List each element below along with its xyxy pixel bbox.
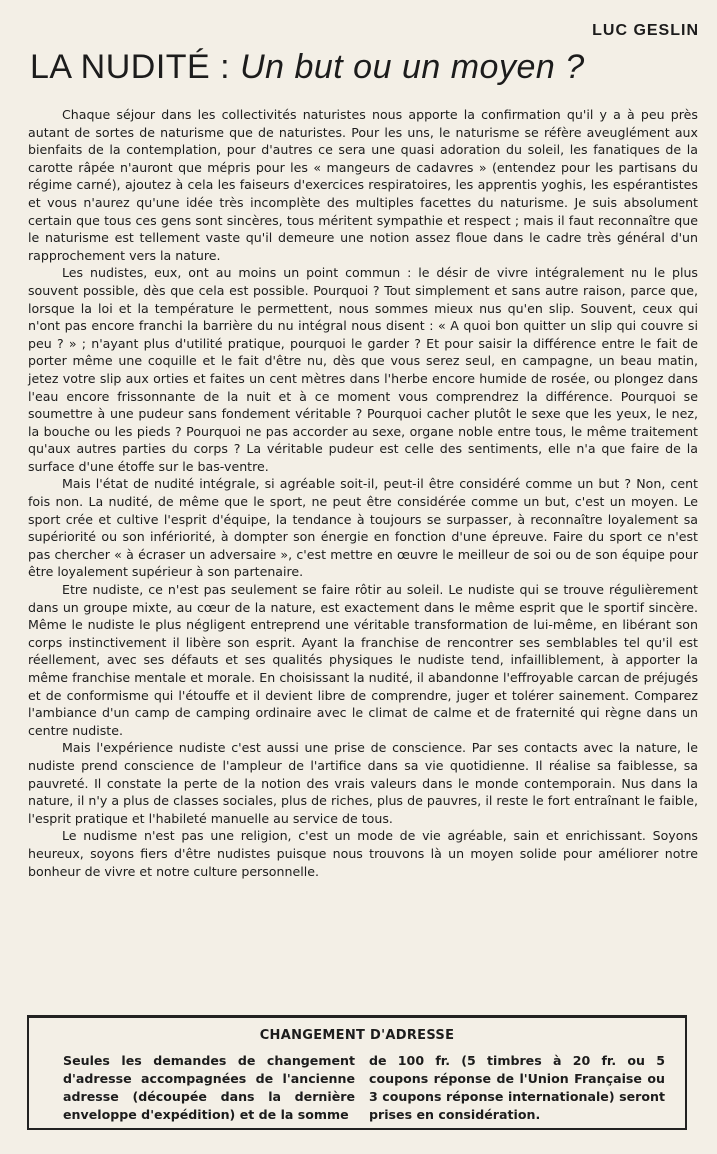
notice-right-column: de 100 fr. (5 timbres à 20 fr. ou 5 coupons réponse de l'Union Française ou 3 coupons réponse internationale) seront prises en considération. — [369, 1053, 665, 1122]
paragraph-2: Les nudistes, eux, ont au moins un point commun : le désir de vivre intégralement nu le plus souvent possible, dès que cela est possible. Pourquoi ? Tout simplement et sans autre raison, parce que, lorsque la loi et la température le permettent, nous sommes mieux nus qu'en slip. Souvent, ceux qui n'ont pas encore franchi la barrière du nu intégral nous disent : « A quoi bon quitter un slip qui couvre si peu ? » ; n'ayant plus d'utilité pratique, pourquoi le garder ? Et pour saisir la différence entre le fait de porter même une coquille et le fait d'être nu, dès que vous serez seul, en campagne, un beau matin, jetez votre slip aux orties et faites un cent mètres dans l'herbe encore humide de rosée, ou plongez dans l'eau encore frissonnante de la nuit et à ce moment vous comprendrez la différence. Pourquoi se soumettre à une pudeur sans fondement véritable ? Pourquoi cacher plutôt le sexe que les yeux, le nez, la bouche ou les pieds ? Pourquoi ne pas accorder au sexe, organe noble entre tous, le même traitement qu'aux autres parties du corps ? La véritable pudeur est celle des sentiments, elle n'a que faire de la surface d'une étoffe sur le bas-ventre. — [28, 265, 698, 474]
paragraph-3: Mais l'état de nudité intégrale, si agréable soit-il, peut-il être considéré comme un but ? Non, cent fois non. La nudité, de même que le sport, ne peut être considérée comme un but, c'est un moyen. Le sport crée et cultive l'esprit d'équipe, la tendance à toujours se surpasser, à reconnaître loyalement sa supériorité ou son infériorité, à dompter son énergie en fonction d'une épreuve. Faire du sport ce n'est pas chercher « à écraser un adversaire », c'est mettre en œuvre le meilleur de soi ou de son équipe pour être loyalement supérieur à son partenaire. — [28, 476, 698, 580]
title-subtitle: Un but ou un moyen ? — [240, 48, 585, 86]
notice-left-column: Seules les demandes de changement d'adresse accompagnées de l'ancienne adresse (découpée dans la dernière enveloppe d'expédition) et de la somme — [63, 1053, 355, 1122]
article-body — [28, 106, 698, 880]
notice-title: CHANGEMENT D'ADRESSE — [259, 1028, 455, 1043]
title-separator: : — [210, 48, 241, 86]
title-main: LA NUDITÉ — [30, 48, 211, 86]
article-title — [30, 48, 710, 87]
paragraph-4: Etre nudiste, ce n'est pas seulement se faire rôtir au soleil. Le nudiste qui se trouve régulièrement dans un groupe mixte, au cœur de la nature, est exactement dans le même esprit que le sportif sincère. Même le nudiste le plus négligent entreprend une véritable transformation de lui-même, en libérant son corps instinctivement il libère son esprit. Ayant la franchise de rencontrer ses semblables tel qu'il est réellement, avec ses défauts et ses qualités physiques le nudiste tend, infailliblement, à apporter la même franchise mentale et morale. En choisissant la nudité, il abandonne l'effroyable carcan de préjugés et de conformisme qui l'étouffe et il devient libre de comprendre, juger et tolérer sainement. Comparez l'ambiance d'un camp de camping ordinaire avec le climat de calme et de fraternité qui règne dans un centre nudiste. — [28, 582, 698, 738]
paragraph-6: Le nudisme n'est pas une religion, c'est un mode de vie agréable, sain et enrichissant. Soyons heureux, soyons fiers d'être nudistes puisque nous trouvons là un moyen solide pour améliorer notre bonheur de vivre et notre culture personnelle. — [28, 828, 698, 879]
paragraph-1: Chaque séjour dans les collectivités naturistes nous apporte la confirmation qu'il y a à peu près autant de sortes de naturisme que de naturistes. Pour les uns, le naturisme se réfère aveuglément aux bienfaits de la contemplation, pour d'autres ce sera une quasi adoration du soleil, les fanatiques de la carotte râpée n'auront que mépris pour les « mangeurs de cadavres » (entendez pour les partisans du régime carné), ajoutez à cela les faiseurs d'exercices respiratoires, les apprentis yoghis, les espérantistes et vous n'aurez qu'une idée très incomplète des multiples facettes du naturisme. Je suis absolument certain que tous ces gens sont sincères, tous méritent sympathie et respect ; mais il faut reconnaître que le naturisme est tellement vaste qu'il demeure une notion assez floue dans le cadre très général d'un rapprochement vers la nature. — [28, 107, 698, 263]
address-change-notice — [27, 1015, 687, 1130]
paragraph-5: Mais l'expérience nudiste c'est aussi une prise de conscience. Par ses contacts avec la nature, le nudiste prend conscience de l'ampleur de l'artifice dans sa vie quotidienne. Il réalise sa faiblesse, sa pauvreté. Il constate la perte de la notion des vrais valeurs dans le monde contemporain. Nus dans la nature, il n'y a plus de classes sociales, plus de riches, plus de pauvres, il reste le fort entraînant le faible, l'esprit pratique et l'habileté manuelle au service de tous. — [28, 740, 698, 826]
author-name: LUC GESLIN — [592, 22, 699, 39]
